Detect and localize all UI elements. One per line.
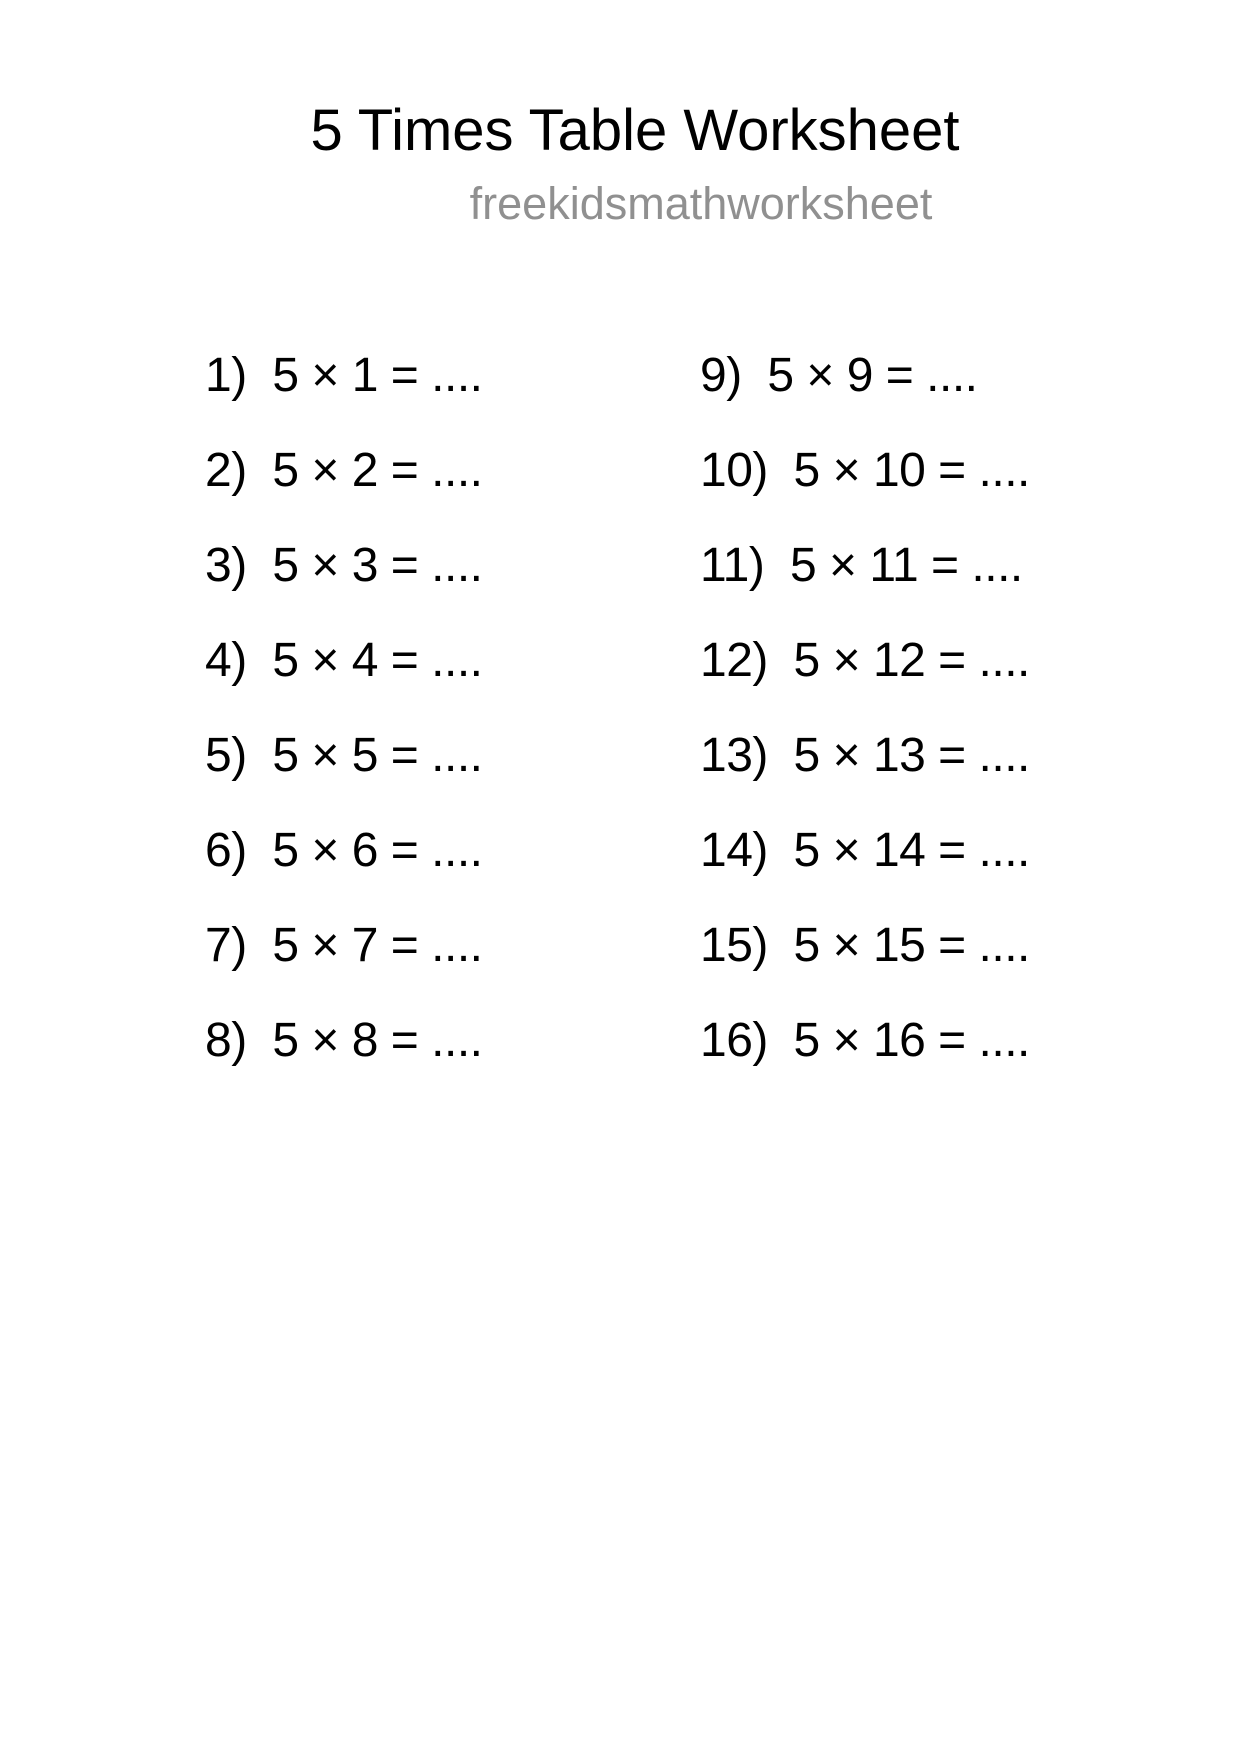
- exercise-row: [700, 993, 1030, 1088]
- exercise-text: 3) 5 × 3 = ....: [205, 539, 483, 592]
- exercise-text: 13) 5 × 13 = ....: [700, 729, 1030, 782]
- exercise-row: [205, 328, 483, 423]
- exercise-text: 11) 5 × 11 = ....: [700, 539, 1023, 592]
- exercise-text: 14) 5 × 14 = ....: [700, 824, 1030, 877]
- exercise-text: 10) 5 × 10 = ....: [700, 444, 1030, 497]
- exercise-text: 7) 5 × 7 = ....: [205, 919, 483, 972]
- exercise-row: [700, 518, 1030, 613]
- page-subtitle: freekidsmathworksheet: [469, 178, 933, 229]
- exercise-row: [205, 993, 483, 1088]
- exercise-row: [205, 423, 483, 518]
- exercise-text: 8) 5 × 8 = ....: [205, 1014, 483, 1067]
- exercise-text: 16) 5 × 16 = ....: [700, 1014, 1030, 1067]
- exercise-row: [205, 518, 483, 613]
- exercise-text: 2) 5 × 2 = ....: [205, 444, 483, 497]
- exercise-text: 15) 5 × 15 = ....: [700, 919, 1030, 972]
- exercise-text: 6) 5 × 6 = ....: [205, 824, 483, 877]
- exercise-text: 9) 5 × 9 = ....: [700, 349, 978, 402]
- exercise-text: 5) 5 × 5 = ....: [205, 729, 483, 782]
- exercise-column-left: [205, 328, 483, 1088]
- exercise-row: [700, 803, 1030, 898]
- exercise-text: 4) 5 × 4 = ....: [205, 634, 483, 687]
- exercise-row: [700, 613, 1030, 708]
- exercise-row: [700, 708, 1030, 803]
- exercise-row: [205, 803, 483, 898]
- exercise-row: [205, 898, 483, 993]
- exercise-row: [700, 328, 1030, 423]
- exercise-row: [205, 613, 483, 708]
- exercise-column-right: [700, 328, 1030, 1088]
- exercise-row: [205, 708, 483, 803]
- exercise-text: 1) 5 × 1 = ....: [205, 349, 483, 402]
- exercise-row: [700, 898, 1030, 993]
- page-title: 5 Times Table Worksheet: [310, 98, 960, 163]
- exercise-text: 12) 5 × 12 = ....: [700, 634, 1030, 687]
- exercise-row: [700, 423, 1030, 518]
